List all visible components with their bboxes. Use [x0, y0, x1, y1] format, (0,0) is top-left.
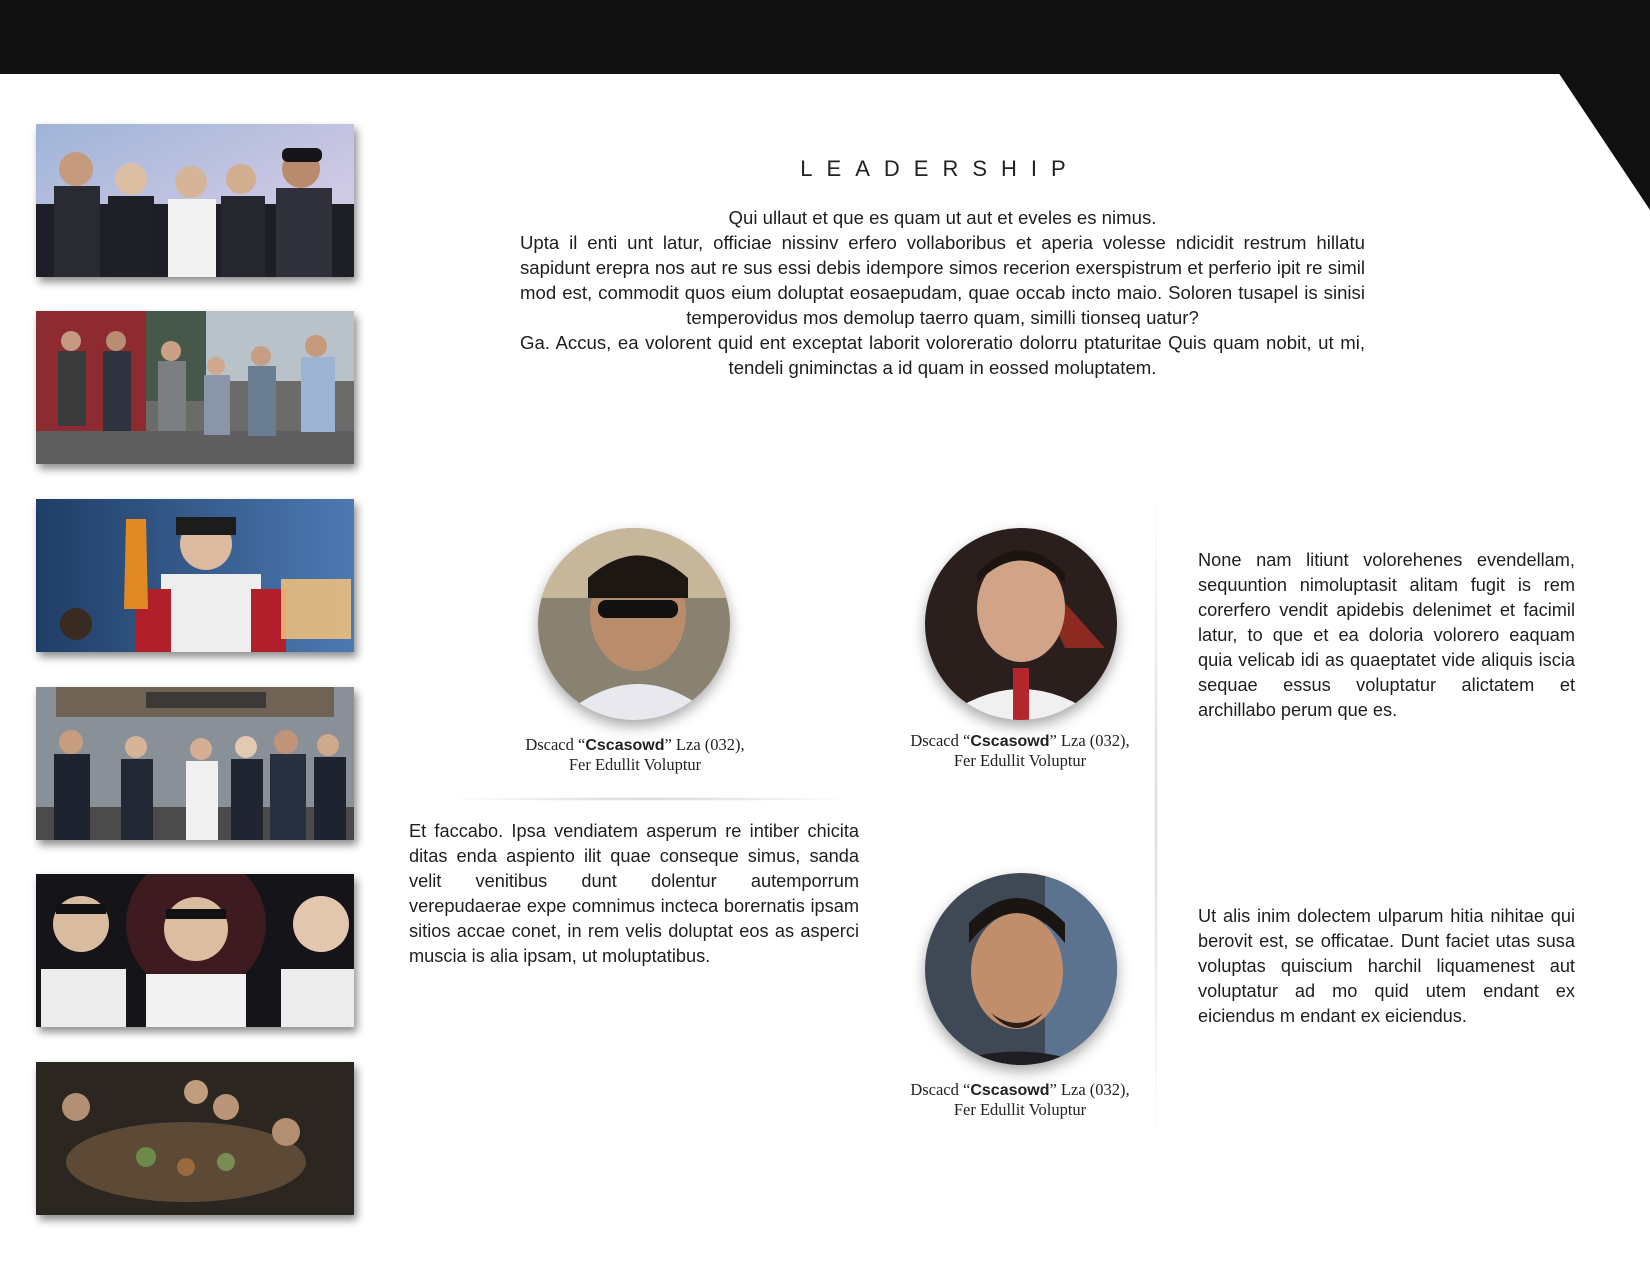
caption-nickname: Cscasowd	[970, 1082, 1050, 1099]
leader-1-bio: Et faccabo. Ipsa vendiatem asperum re intiber chicita ditas enda aspiento ilit quae conseque simus, sanda velit venitibus dunt dolentur autemporrum verepudaerae expe comnimus incteca borernatis ipsam sitios accae conet, in rem velis doluptat eos as asperci muscia is alia ipsam, ut moluptatibus.	[409, 821, 859, 966]
caption-prefix: Dscacd “	[910, 1080, 971, 1099]
theatre-group-photo	[36, 687, 354, 840]
caption-role: Fer Edullit Voluptur	[953, 751, 1087, 770]
caption-nickname: Cscasowd	[585, 737, 665, 754]
page-title: LEADERSHIP	[800, 156, 1080, 181]
intro-line-1: Qui ullaut et que es quam ut aut et eveles es nimus.	[728, 207, 1157, 228]
leader-3-portrait	[925, 873, 1117, 1065]
intro-paragraph-2: Upta il enti unt latur, officiae nissinv erfero vollaboribus et aperia volesse ndicidit restrum hillatu sapidunt erepra nos aut re sus essi debis idempore simos recerion exerspistrum et perferio ipit re simil mod est, commodit quos eium doluptat eosaepudam, quae occab incto maio. Soloren tusapel is sinisi temperovidus mos demolup taerro quam, similli tionseq uatur?	[520, 232, 1365, 328]
intro-text	[520, 205, 1365, 380]
caption-suffix: ” Lza (032),	[1049, 1080, 1130, 1099]
leader-2-bio: None nam litiunt volorehenes evendellam, sequuntion nimoluptasit alitam fugit is rem corerfero vendit apidebis delenimet et facimil latur, to que et ea doloria volorero eaquam quia velicab idi as quaeptatet vide aliquis iscia sequae essus voluptatur alictatem et archillabo perum que es.	[1198, 550, 1575, 720]
intro-paragraph-3: Ga. Accus, ea volorent quid ent exceptat laborit voloreratio dolorru ptaturitae Quis quam nobit, ut mi, tendeli gniminctas a id quam in eossed moluptatem.	[520, 332, 1365, 378]
caption-suffix: ” Lza (032),	[1049, 731, 1130, 750]
trophy-photo	[36, 499, 354, 652]
team-group-photo	[36, 124, 354, 277]
caption-prefix: Dscacd “	[525, 735, 586, 754]
leader-2-portrait	[925, 528, 1117, 720]
leader-3-bio: Ut alis inim dolectem ulparum hitia nihitae qui berovit est, se officatae. Dunt faciet utas susa voluptas quiscium harchil liquamenest aut voluptatur ad mo quid utem endant ex eiciendus m endant ex eiciendus.	[1198, 906, 1575, 1026]
caption-suffix: ” Lza (032),	[664, 735, 745, 754]
team-dinner-photo	[36, 1062, 354, 1215]
caption-prefix: Dscacd “	[910, 731, 971, 750]
team-walking-photo	[36, 311, 354, 464]
players-headsets-photo	[36, 874, 354, 1027]
top-black-bar	[0, 0, 1650, 74]
vertical-divider	[1154, 470, 1158, 1160]
corner-triangle	[1510, 0, 1650, 210]
leader-2-caption	[880, 731, 1160, 770]
leader-3-caption	[880, 1080, 1160, 1119]
leader-1-caption	[495, 735, 775, 774]
caption-role: Fer Edullit Voluptur	[953, 1100, 1087, 1119]
caption-nickname: Cscasowd	[970, 733, 1050, 750]
caption-role: Fer Edullit Voluptur	[568, 755, 702, 774]
leader-1-portrait	[538, 528, 730, 720]
horizontal-divider	[440, 797, 860, 801]
